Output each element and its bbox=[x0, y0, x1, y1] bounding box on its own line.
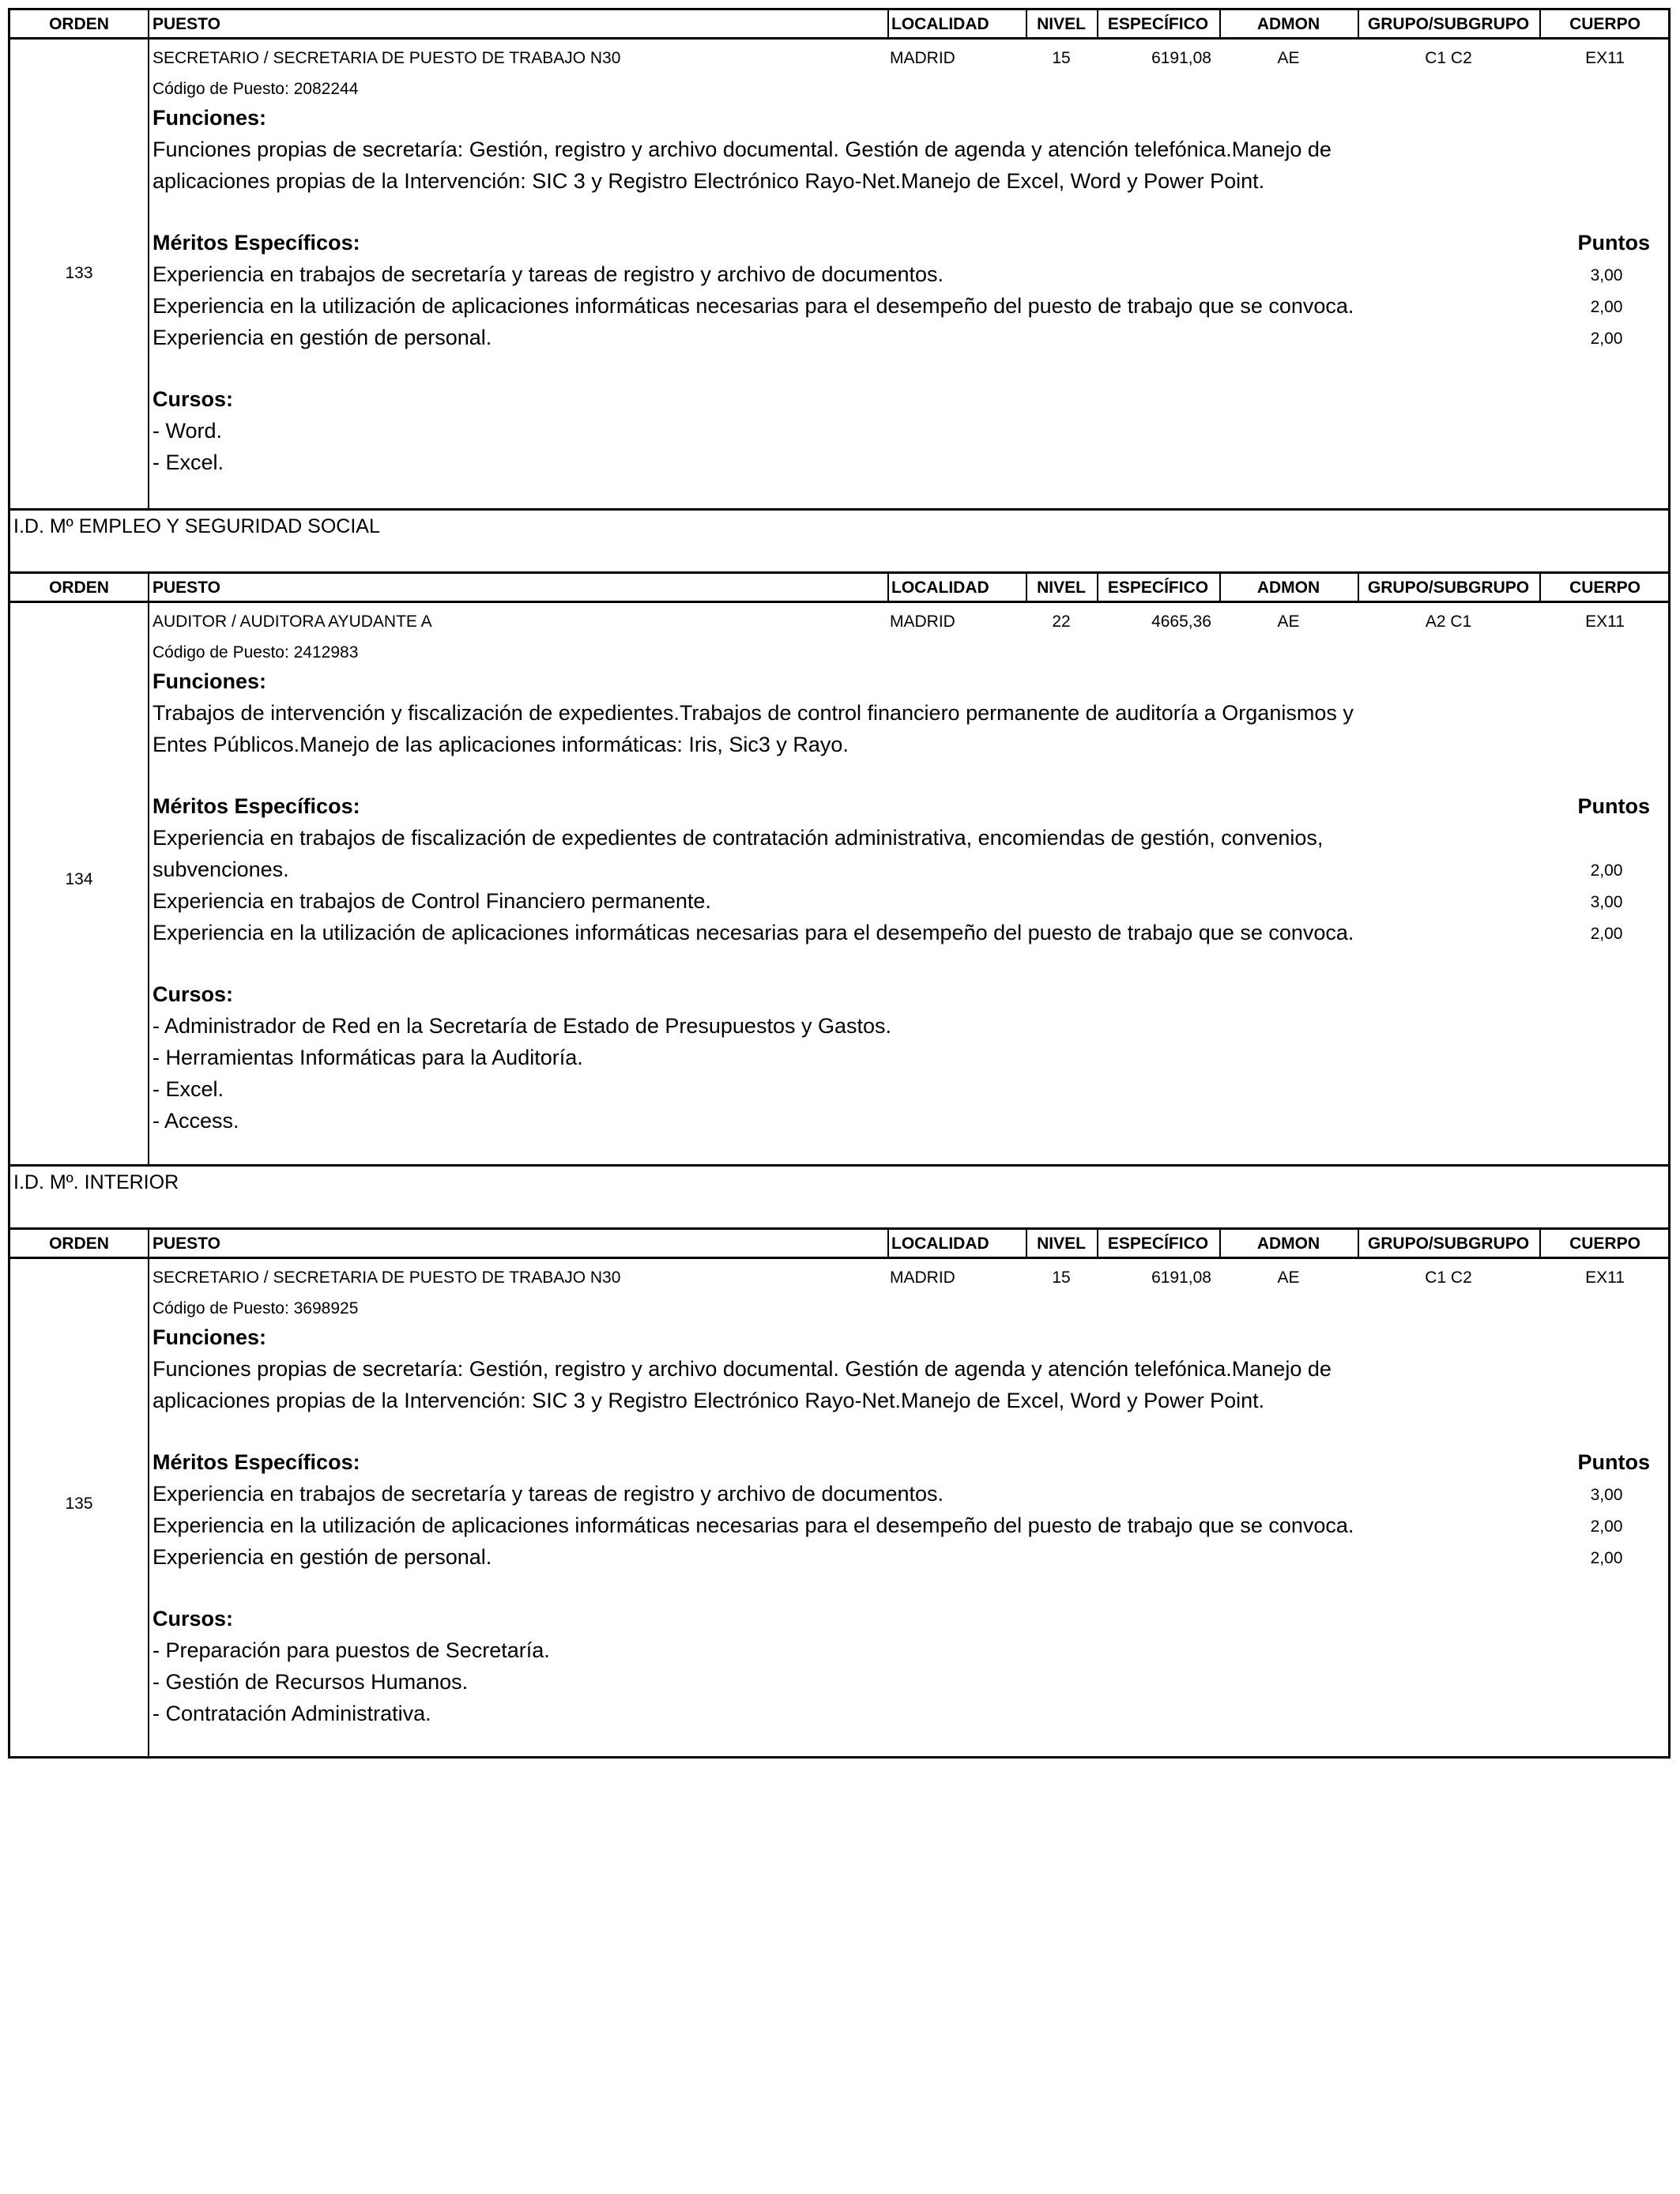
cuerpo-value: EX11 bbox=[1585, 1269, 1625, 1287]
localidad-value: MADRID bbox=[890, 49, 955, 67]
curso-item: - Administrador de Red en la Secretaría de Estado de Presupuestos y Gastos. bbox=[153, 1014, 892, 1038]
funciones-line: Entes Públicos.Manejo de las aplicaciones informáticas: Iris, Sic3 y Rayo. bbox=[153, 733, 849, 756]
header-grupo: GRUPO/SUBGRUPO bbox=[1367, 579, 1530, 597]
header-orden: ORDEN bbox=[49, 579, 109, 597]
cuerpo-value: EX11 bbox=[1585, 613, 1625, 631]
header-orden: ORDEN bbox=[49, 1235, 109, 1253]
codigo-puesto: Código de Puesto: 2412983 bbox=[153, 643, 359, 662]
puesto-value: SECRETARIO / SECRETARIA DE PUESTO DE TRABAJO N30 bbox=[153, 49, 621, 67]
orden-value: 135 bbox=[65, 1495, 93, 1513]
section-heading bbox=[8, 508, 1671, 571]
header-cuerpo: CUERPO bbox=[1569, 579, 1640, 597]
nivel-value: 22 bbox=[1052, 613, 1071, 631]
curso-item: - Excel. bbox=[153, 1077, 224, 1101]
header-especifico: ESPECÍFICO bbox=[1107, 1235, 1209, 1253]
grupo-value: C1 C2 bbox=[1425, 1269, 1472, 1287]
merito-line: Experiencia en la utilización de aplicaciones informáticas necesarias para el desempeño del puesto de trabajo que se convoca. bbox=[153, 921, 1354, 944]
cursos-heading: Cursos: bbox=[153, 982, 234, 1006]
funciones-heading: Funciones: bbox=[153, 106, 267, 130]
merito-line: subvenciones. bbox=[153, 858, 289, 881]
merito-line: Experiencia en trabajos de secretaría y tareas de registro y archivo de documentos. bbox=[153, 262, 944, 286]
header-admon: ADMON bbox=[1256, 579, 1320, 597]
orden-value: 134 bbox=[65, 870, 93, 888]
merito-line: Experiencia en trabajos de Control Financiero permanente. bbox=[153, 889, 711, 913]
merito-puntos: 2,00 bbox=[1590, 925, 1623, 943]
funciones-line: Trabajos de intervención y fiscalización de expedientes.Trabajos de control financiero permanente de auditoría a Organismos y bbox=[153, 701, 1354, 725]
curso-item: - Gestión de Recursos Humanos. bbox=[153, 1670, 469, 1694]
header-cuerpo: CUERPO bbox=[1569, 1235, 1640, 1253]
puesto-value: SECRETARIO / SECRETARIA DE PUESTO DE TRABAJO N30 bbox=[153, 1269, 621, 1287]
header-localidad: LOCALIDAD bbox=[891, 1235, 989, 1253]
especifico-value: 4665,36 bbox=[1151, 613, 1211, 631]
header-puesto: PUESTO bbox=[153, 579, 220, 597]
grupo-value: C1 C2 bbox=[1425, 49, 1472, 67]
meritos-heading: Méritos Específicos: bbox=[153, 231, 360, 254]
curso-item: - Preparación para puestos de Secretaría. bbox=[153, 1638, 550, 1662]
header-localidad: LOCALIDAD bbox=[891, 579, 989, 597]
nivel-value: 15 bbox=[1052, 49, 1071, 67]
codigo-puesto: Código de Puesto: 3698925 bbox=[153, 1299, 359, 1318]
merito-puntos: 3,00 bbox=[1590, 1486, 1623, 1504]
especifico-value: 6191,08 bbox=[1151, 1269, 1211, 1287]
admon-value: AE bbox=[1277, 49, 1300, 67]
table-header bbox=[8, 1227, 1671, 1259]
table-header bbox=[8, 8, 1671, 40]
header-puesto: PUESTO bbox=[153, 1235, 220, 1253]
admon-value: AE bbox=[1277, 1269, 1300, 1287]
curso-item: - Excel. bbox=[153, 450, 224, 474]
merito-line: Experiencia en gestión de personal. bbox=[153, 1545, 492, 1569]
funciones-heading: Funciones: bbox=[153, 669, 267, 693]
header-nivel: NIVEL bbox=[1037, 579, 1086, 597]
funciones-line: aplicaciones propias de la Intervención: SIC 3 y Registro Electrónico Rayo-Net.Manejo de Excel, Word y Power Point. bbox=[153, 1389, 1265, 1412]
merito-puntos: 2,00 bbox=[1590, 298, 1623, 316]
localidad-value: MADRID bbox=[890, 613, 955, 631]
cursos-heading: Cursos: bbox=[153, 387, 234, 411]
puntos-heading: Puntos bbox=[1577, 794, 1650, 818]
admon-value: AE bbox=[1277, 613, 1300, 631]
curso-item: - Word. bbox=[153, 419, 223, 443]
header-admon: ADMON bbox=[1256, 15, 1320, 33]
section-heading bbox=[8, 1164, 1671, 1227]
merito-puntos: 2,00 bbox=[1590, 1517, 1623, 1536]
codigo-puesto: Código de Puesto: 2082244 bbox=[153, 80, 359, 98]
puntos-heading: Puntos bbox=[1577, 231, 1650, 254]
curso-item: - Herramientas Informáticas para la Auditoría. bbox=[153, 1046, 583, 1069]
table-row bbox=[8, 40, 1671, 508]
header-nivel: NIVEL bbox=[1037, 1235, 1086, 1253]
header-grupo: GRUPO/SUBGRUPO bbox=[1367, 1235, 1530, 1253]
curso-item: - Contratación Administrativa. bbox=[153, 1702, 431, 1725]
table-row bbox=[8, 603, 1671, 1164]
merito-line: Experiencia en trabajos de secretaría y tareas de registro y archivo de documentos. bbox=[153, 1482, 944, 1506]
localidad-value: MADRID bbox=[890, 1269, 955, 1287]
merito-puntos: 3,00 bbox=[1590, 893, 1623, 911]
funciones-line: Funciones propias de secretaría: Gestión, registro y archivo documental. Gestión de agenda y atención telefónica.Manejo de bbox=[153, 1357, 1332, 1381]
section-title: I.D. Mº EMPLEO Y SEGURIDAD SOCIAL bbox=[13, 515, 380, 537]
merito-puntos: 2,00 bbox=[1590, 1549, 1623, 1567]
header-grupo: GRUPO/SUBGRUPO bbox=[1367, 15, 1530, 33]
merito-puntos: 2,00 bbox=[1590, 330, 1623, 348]
merito-line: Experiencia en la utilización de aplicaciones informáticas necesarias para el desempeño del puesto de trabajo que se convoca. bbox=[153, 1514, 1354, 1537]
especifico-value: 6191,08 bbox=[1151, 49, 1211, 67]
cursos-heading: Cursos: bbox=[153, 1607, 234, 1630]
puesto-value: AUDITOR / AUDITORA AYUDANTE A bbox=[153, 613, 432, 631]
header-especifico: ESPECÍFICO bbox=[1107, 579, 1209, 597]
curso-item: - Access. bbox=[153, 1109, 239, 1133]
grupo-value: A2 C1 bbox=[1425, 613, 1472, 631]
merito-puntos: 2,00 bbox=[1590, 861, 1623, 880]
header-admon: ADMON bbox=[1256, 1235, 1320, 1253]
header-cuerpo: CUERPO bbox=[1569, 15, 1640, 33]
orden-value: 133 bbox=[65, 264, 93, 282]
merito-line: Experiencia en trabajos de fiscalización de expedientes de contratación administrativa, encomiendas de gestión, convenios, bbox=[153, 826, 1324, 850]
cuerpo-value: EX11 bbox=[1585, 49, 1625, 67]
table-row bbox=[8, 1259, 1671, 1757]
puntos-heading: Puntos bbox=[1577, 1450, 1650, 1474]
header-localidad: LOCALIDAD bbox=[891, 15, 989, 33]
header-puesto: PUESTO bbox=[153, 15, 220, 33]
funciones-line: aplicaciones propias de la Intervención: SIC 3 y Registro Electrónico Rayo-Net.Manejo de Excel, Word y Power Point. bbox=[153, 169, 1265, 193]
merito-line: Experiencia en gestión de personal. bbox=[153, 326, 492, 349]
merito-line: Experiencia en la utilización de aplicaciones informáticas necesarias para el desempeño del puesto de trabajo que se convoca. bbox=[153, 294, 1354, 318]
funciones-heading: Funciones: bbox=[153, 1325, 267, 1349]
section-title: I.D. Mº. INTERIOR bbox=[13, 1171, 179, 1193]
header-nivel: NIVEL bbox=[1037, 15, 1086, 33]
nivel-value: 15 bbox=[1052, 1269, 1071, 1287]
header-orden: ORDEN bbox=[49, 15, 109, 33]
table-header bbox=[8, 571, 1671, 603]
header-especifico: ESPECÍFICO bbox=[1107, 15, 1209, 33]
funciones-line: Funciones propias de secretaría: Gestión, registro y archivo documental. Gestión de agenda y atención telefónica.Manejo de bbox=[153, 138, 1332, 161]
meritos-heading: Méritos Específicos: bbox=[153, 794, 360, 818]
meritos-heading: Méritos Específicos: bbox=[153, 1450, 360, 1474]
table-bottom-border bbox=[8, 1756, 1671, 1759]
merito-puntos: 3,00 bbox=[1590, 266, 1623, 285]
